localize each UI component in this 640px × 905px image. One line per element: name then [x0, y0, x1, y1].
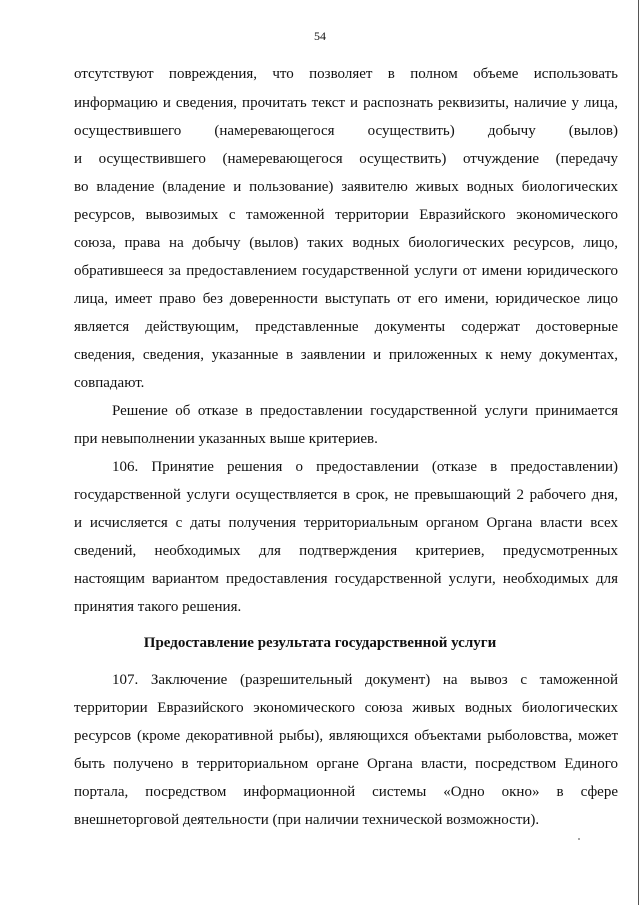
text-line: и осуществившего (намеревающегося осуществить) отчуждение (передачу — [74, 151, 618, 167]
text-line: и исчисляется с даты получения территориальным органом Органа власти всех — [74, 515, 618, 531]
text-line: государственной услуги осуществляется в срок, не превышающий 2 рабочего дня, — [74, 487, 618, 503]
text-line: быть получено в территориальном органе Органа власти, посредством Единого — [74, 756, 618, 772]
text-line: совпадают. — [74, 375, 145, 391]
text-line: лица, имеет право без доверенности выступать от его имени, юридическое лицо — [74, 291, 618, 307]
text-line: союза, права на добычу (вылов) таких водных биологических ресурсов, лицо, — [74, 235, 618, 251]
text-line: является действующим, представленные документы содержат достоверные — [74, 319, 618, 335]
page-number: 54 — [314, 29, 326, 43]
scan-speck — [578, 838, 580, 840]
text-line: во владение (владение и пользование) заявителю живых водных биологических — [74, 179, 618, 195]
text-line: территории Евразийского экономического союза живых водных биологических — [74, 700, 618, 716]
text-line: 106. Принятие решения о предоставлении (отказе в предоставлении) — [112, 459, 618, 475]
text-line: 107. Заключение (разрешительный документ) на вывоз с таможенной — [112, 672, 618, 688]
text-line: портала, посредством информационной системы «Одно окно» в сфере — [74, 784, 618, 800]
text-line: ресурсов, вывозимых с таможенной территории Евразийского экономического — [74, 207, 618, 223]
text-line: сведения, сведения, указанные в заявлении и приложенных к нему документах, — [74, 347, 618, 363]
text-line: настоящим вариантом предоставления государственной услуги, необходимых для — [74, 571, 618, 587]
text-line: Решение об отказе в предоставлении государственной услуги принимается — [112, 403, 618, 419]
text-line: сведений, необходимых для подтверждения критериев, предусмотренных — [74, 543, 618, 559]
text-line: ресурсов (кроме декоративной рыбы), являющихся объектами рыболовства, может — [74, 728, 618, 744]
text-line: обратившееся за предоставлением государственной услуги от имени юридического — [74, 263, 618, 279]
text-line: осуществившего (намеревающегося осуществить) добычу (вылов) — [74, 123, 618, 139]
page-edge-shadow — [638, 0, 639, 905]
text-line: отсутствуют повреждения, что позволяет в полном объеме использовать — [74, 66, 618, 82]
text-line: принятия такого решения. — [74, 599, 242, 615]
text-line: информацию и сведения, прочитать текст и распознать реквизиты, наличие у лица, — [74, 95, 618, 111]
text-line: внешнеторговой деятельности (при наличии технической возможности). — [74, 812, 540, 828]
section-heading: Предоставление результата государственной услуги — [143, 635, 497, 651]
text-line: при невыполнении указанных выше критериев. — [74, 431, 378, 447]
